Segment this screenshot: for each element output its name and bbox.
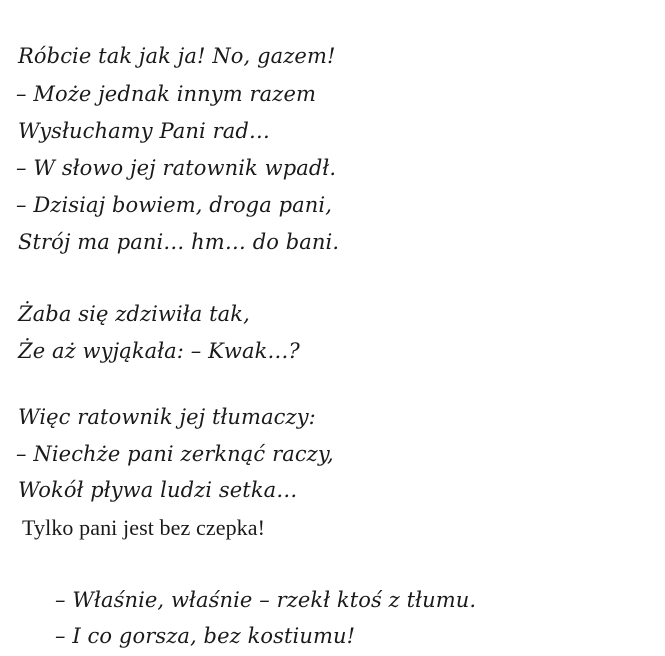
poem-line: Że aż wyjąkała: – Kwak…? [18,339,300,363]
poem-line: Tylko pani jest bez czepka! [22,515,266,540]
poem-line: – I co gorsza, bez kostiumu! [55,624,356,648]
poem-line: – Może jednak innym razem [16,82,316,106]
poem-line: Róbcie tak jak ja! No, gazem! [18,44,336,68]
poem-line: Wokół pływa ludzi setka… [18,478,298,502]
poem-line: Więc ratownik jej tłumaczy: [18,405,316,429]
poem-line: – Niechże pani zerknąć raczy, [16,442,334,466]
poem-line: Strój ma pani… hm… do bani. [18,230,340,254]
poem-line: – Dzisiaj bowiem, droga pani, [16,193,333,217]
poem-line: Żaba się zdziwiła tak, [18,302,250,326]
poem-line: Wysłuchamy Pani rad… [18,119,270,143]
poem-line: – W słowo jej ratownik wpadł. [16,156,337,180]
poem-line: – Właśnie, właśnie – rzekł ktoś z tłumu. [55,588,477,612]
